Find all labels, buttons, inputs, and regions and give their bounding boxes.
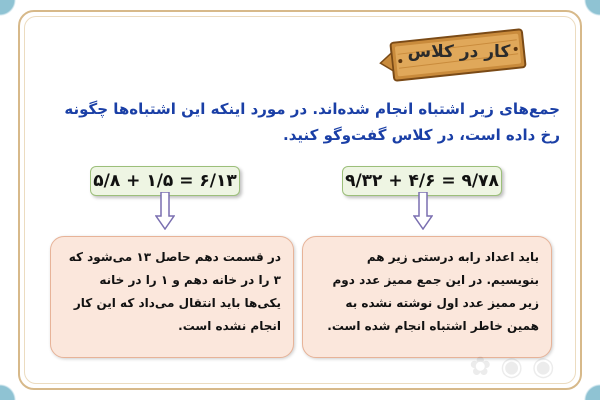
down-arrow-icon <box>155 192 175 230</box>
down-arrow-icon <box>413 192 433 230</box>
explanation-box-left: در قسمت دهم حاصل ۱۳ می‌شود که ۳ را در خانه دهم و ۱ را در خانه یکی‌ها باید انتقال می‌داد که این کار انجام نشده است. <box>50 236 294 358</box>
section-title: کار در کلاس <box>407 42 511 62</box>
explanation-box-right: باید اعداد رابه درستی زیر هم بنویسیم. در این جمع ممیز عدد دوم زیر ممیز عدد اول نوشته نشده به همین خاطر اشتباه انجام شده است. <box>302 236 552 358</box>
formula-box-right: ۹/۳۲ + ۴/۶ = ۹/۷۸ <box>342 166 502 196</box>
question-text: جمع‌های زیر اشتباه انجام شده‌اند. در مورد اینکه این اشتباه‌ها چگونه رخ داده است، در کلاس گفت‌وگو کنید. <box>64 100 560 144</box>
formula-box-left: ۵/۸ + ۱/۵ = ۶/۱۳ <box>90 166 240 196</box>
watermark: ✿ ◉ ◉ <box>469 352 555 382</box>
